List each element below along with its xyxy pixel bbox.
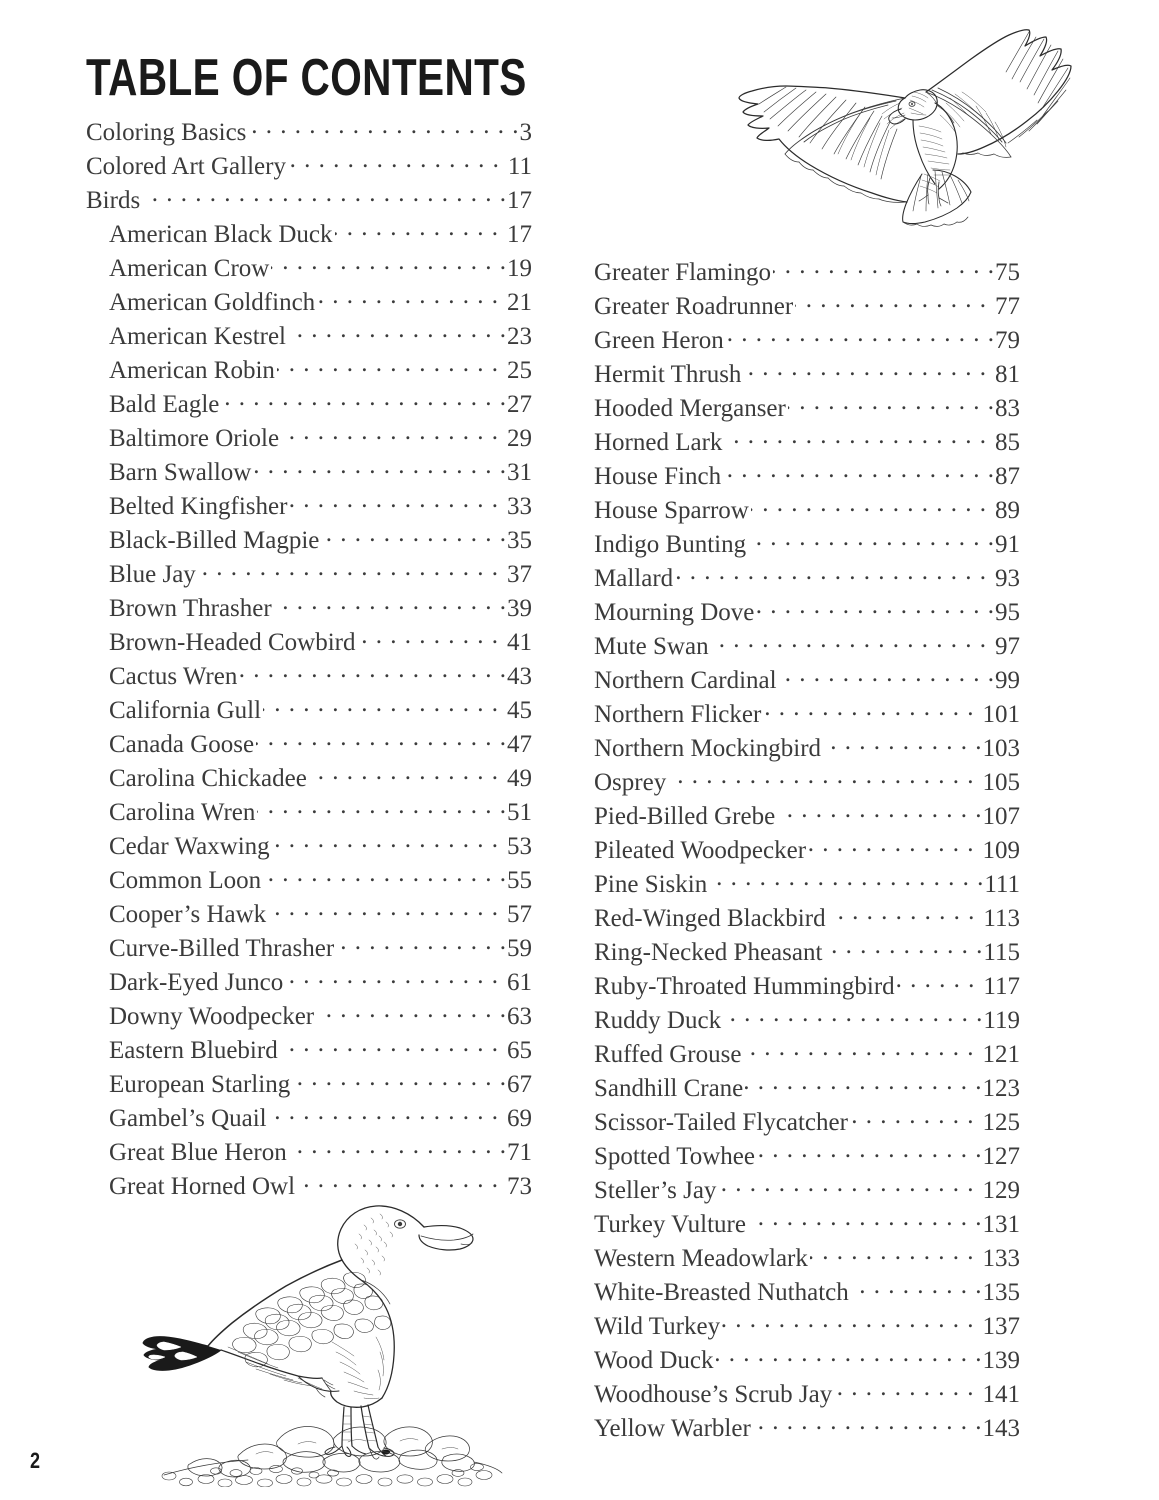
toc-dot-leader bbox=[239, 659, 507, 684]
toc-entry-label: Ruffed Grouse bbox=[594, 1041, 742, 1068]
toc-entry[interactable] bbox=[594, 527, 1020, 561]
toc-dot-leader bbox=[777, 799, 982, 824]
toc-dot-leader bbox=[743, 1037, 974, 1062]
toc-entry-label: White-Breasted Nuthatch bbox=[594, 1279, 849, 1306]
toc-entry-label: Northern Cardinal bbox=[594, 667, 777, 694]
toc-entry[interactable] bbox=[86, 1101, 532, 1135]
bald-eagle-illustration bbox=[700, 6, 1100, 236]
toc-dot-leader bbox=[897, 969, 976, 994]
toc-dot-leader bbox=[297, 1169, 499, 1194]
toc-entry-page-number: 33 bbox=[507, 493, 532, 520]
toc-entry-label: Brown-Headed Cowbird bbox=[109, 629, 356, 656]
toc-entry-page-number: 35 bbox=[507, 527, 532, 554]
toc-entry[interactable] bbox=[86, 591, 532, 625]
toc-entry[interactable] bbox=[594, 935, 1020, 969]
toc-entry-label: Greater Flamingo bbox=[594, 259, 772, 286]
toc-entry-label: Scissor-Tailed Flycatcher bbox=[594, 1109, 848, 1136]
toc-entry-label: Colored Art Gallery bbox=[86, 153, 286, 180]
toc-entry-label: Coloring Basics bbox=[86, 119, 247, 146]
toc-entry-label: Steller’s Jay bbox=[594, 1177, 717, 1204]
toc-dot-leader bbox=[834, 1377, 974, 1402]
toc-entry-label: Hooded Merganser bbox=[594, 395, 786, 422]
toc-entry[interactable] bbox=[594, 1207, 1020, 1241]
toc-entry[interactable] bbox=[594, 255, 1020, 289]
toc-dot-leader bbox=[779, 663, 995, 688]
toc-entry[interactable] bbox=[594, 323, 1020, 357]
toc-entry[interactable] bbox=[86, 931, 532, 965]
toc-entry-page-number: 103 bbox=[982, 735, 1020, 762]
toc-entry-label: Hermit Thrush bbox=[594, 361, 742, 388]
page-number: 2 bbox=[30, 1448, 41, 1473]
toc-entry[interactable] bbox=[594, 1275, 1020, 1309]
toc-entry-label: House Sparrow bbox=[594, 497, 749, 524]
toc-dot-leader bbox=[808, 833, 974, 858]
toc-entry-label: Curve-Billed Thrasher bbox=[109, 935, 335, 962]
toc-entry-label: Belted Kingfisher bbox=[109, 493, 288, 520]
toc-entry-label: California Gull bbox=[109, 697, 262, 724]
toc-dot-leader bbox=[726, 323, 995, 348]
toc-entry-page-number: 101 bbox=[982, 701, 1020, 728]
toc-dot-leader bbox=[268, 897, 499, 922]
toc-entry-label: House Finch bbox=[594, 463, 722, 490]
toc-entry-label: Black-Billed Magpie bbox=[109, 527, 320, 554]
toc-entry[interactable] bbox=[86, 1067, 532, 1101]
toc-entry-label: Ruddy Duck bbox=[594, 1007, 722, 1034]
toc-dot-leader bbox=[718, 1173, 974, 1198]
toc-dot-leader bbox=[675, 561, 987, 586]
toc-entry[interactable] bbox=[594, 425, 1020, 459]
toc-entry[interactable] bbox=[594, 663, 1020, 697]
toc-entry-page-number: 111 bbox=[984, 871, 1020, 898]
toc-entry-label: European Starling bbox=[109, 1071, 291, 1098]
toc-entry-label: Dark-Eyed Junco bbox=[109, 969, 284, 996]
toc-entry-page-number: 59 bbox=[507, 935, 532, 962]
toc-dot-leader bbox=[756, 595, 995, 620]
toc-entry-page-number: 49 bbox=[507, 765, 532, 792]
toc-dot-leader bbox=[743, 357, 987, 382]
toc-entry-page-number: 51 bbox=[507, 799, 532, 826]
toc-entry-page-number: 133 bbox=[982, 1245, 1020, 1272]
toc-entry-label: Great Blue Heron bbox=[109, 1139, 287, 1166]
toc-entry-label: Mallard bbox=[594, 565, 674, 592]
toc-entry-label: American Black Duck bbox=[109, 221, 333, 248]
toc-entry-page-number: 91 bbox=[995, 531, 1020, 558]
toc-dot-leader bbox=[257, 795, 507, 820]
toc-entry-page-number: 75 bbox=[995, 259, 1020, 286]
toc-entry-page-number: 143 bbox=[982, 1415, 1020, 1442]
toc-entry-label: American Goldfinch bbox=[109, 289, 316, 316]
toc-entry-label: Mourning Dove bbox=[594, 599, 755, 626]
toc-entry-page-number: 97 bbox=[995, 633, 1020, 660]
toc-entry-page-number: 79 bbox=[995, 327, 1020, 354]
toc-dot-leader bbox=[248, 115, 519, 140]
toc-entry[interactable] bbox=[86, 489, 532, 523]
toc-dot-leader bbox=[271, 251, 507, 276]
toc-entry[interactable] bbox=[594, 1173, 1020, 1207]
toc-right-column bbox=[594, 255, 1020, 1445]
toc-entry-page-number: 117 bbox=[983, 973, 1020, 1000]
toc-entry[interactable] bbox=[594, 1037, 1020, 1071]
toc-entry[interactable] bbox=[594, 1343, 1020, 1377]
toc-entry[interactable] bbox=[86, 659, 532, 693]
toc-entry-page-number: 113 bbox=[983, 905, 1020, 932]
toc-entry-label: Northern Flicker bbox=[594, 701, 762, 728]
toc-entry-label: American Kestrel bbox=[109, 323, 287, 350]
toc-dot-leader bbox=[269, 1101, 499, 1126]
toc-entry[interactable] bbox=[594, 731, 1020, 765]
toc-dot-leader bbox=[824, 935, 983, 960]
toc-entry-label: Mute Swan bbox=[594, 633, 709, 660]
toc-entry[interactable] bbox=[86, 999, 532, 1033]
toc-entry-page-number: 17 bbox=[507, 187, 532, 214]
toc-dot-leader bbox=[336, 931, 507, 956]
toc-dot-leader bbox=[142, 183, 507, 208]
toc-entry-page-number: 129 bbox=[982, 1177, 1020, 1204]
toc-entry-label: Blue Jay bbox=[109, 561, 196, 588]
toc-entry-page-number: 127 bbox=[982, 1143, 1020, 1170]
toc-dot-leader bbox=[288, 149, 500, 174]
toc-entry[interactable] bbox=[594, 357, 1020, 391]
toc-entry[interactable] bbox=[86, 285, 532, 319]
toc-dot-leader bbox=[289, 1135, 507, 1160]
toc-entry-page-number: 81 bbox=[995, 361, 1020, 388]
toc-dot-leader bbox=[316, 999, 507, 1024]
toc-left-column bbox=[86, 115, 532, 1203]
toc-dot-leader bbox=[751, 493, 987, 518]
toc-entry-label: Northern Mockingbird bbox=[594, 735, 822, 762]
toc-dot-leader bbox=[277, 353, 499, 378]
toc-entry-label: Wild Turkey bbox=[594, 1313, 721, 1340]
toc-entry-page-number: 41 bbox=[507, 629, 532, 656]
toc-dot-leader bbox=[709, 867, 984, 892]
toc-entry-label: Sandhill Crane bbox=[594, 1075, 744, 1102]
toc-entry-label: Ring-Necked Pheasant bbox=[594, 939, 823, 966]
toc-dot-leader bbox=[851, 1275, 983, 1300]
toc-entry-page-number: 107 bbox=[982, 803, 1020, 830]
toc-entry[interactable] bbox=[86, 183, 532, 217]
toc-entry-page-number: 121 bbox=[982, 1041, 1020, 1068]
toc-dot-leader bbox=[321, 523, 507, 548]
toc-entry-page-number: 141 bbox=[982, 1381, 1020, 1408]
toc-entry-page-number: 95 bbox=[995, 599, 1020, 626]
toc-dot-leader bbox=[272, 829, 499, 854]
california-gull-illustration bbox=[128, 1192, 538, 1487]
toc-entry-label: Pileated Woodpecker bbox=[594, 837, 807, 864]
toc-entry-page-number: 77 bbox=[995, 293, 1020, 320]
toc-entry-page-number: 53 bbox=[507, 833, 532, 860]
toc-dot-leader bbox=[748, 527, 995, 552]
toc-entry[interactable] bbox=[86, 421, 532, 455]
toc-entry-label: Canada Goose bbox=[109, 731, 255, 758]
toc-entry-page-number: 45 bbox=[507, 697, 532, 724]
toc-entry-page-number: 87 bbox=[995, 463, 1020, 490]
toc-dot-leader bbox=[763, 697, 974, 722]
toc-entry[interactable] bbox=[86, 353, 532, 387]
toc-entry-label: Pine Siskin bbox=[594, 871, 708, 898]
page-title: TABLE OF CONTENTS bbox=[86, 49, 527, 107]
toc-dot-leader bbox=[256, 727, 507, 752]
toc-entry-page-number: 135 bbox=[982, 1279, 1020, 1306]
toc-dot-leader bbox=[810, 1241, 975, 1266]
toc-entry-page-number: 61 bbox=[507, 969, 532, 996]
toc-entry-label: Green Heron bbox=[594, 327, 724, 354]
toc-entry-page-number: 131 bbox=[982, 1211, 1020, 1238]
toc-entry-page-number: 123 bbox=[982, 1075, 1020, 1102]
toc-entry[interactable] bbox=[594, 1139, 1020, 1173]
toc-entry-page-number: 19 bbox=[507, 255, 532, 282]
toc-dot-leader bbox=[289, 489, 499, 514]
toc-entry-page-number: 3 bbox=[519, 119, 532, 146]
toc-entry-label: Bald Eagle bbox=[109, 391, 220, 418]
toc-entry[interactable] bbox=[594, 459, 1020, 493]
toc-entry-label: American Crow bbox=[109, 255, 270, 282]
toc-entry-label: Osprey bbox=[594, 769, 667, 796]
toc-entry-page-number: 83 bbox=[995, 395, 1020, 422]
toc-entry[interactable] bbox=[86, 727, 532, 761]
toc-entry-label: Cactus Wren bbox=[109, 663, 238, 690]
toc-entry[interactable] bbox=[86, 251, 532, 285]
toc-dot-leader bbox=[198, 557, 499, 582]
toc-entry[interactable] bbox=[86, 523, 532, 557]
toc-dot-leader bbox=[823, 731, 982, 756]
toc-dot-leader bbox=[850, 1105, 975, 1130]
toc-entry[interactable] bbox=[594, 765, 1020, 799]
toc-dot-leader bbox=[724, 425, 987, 450]
toc-entry-page-number: 37 bbox=[507, 561, 532, 588]
toc-entry-label: Carolina Wren bbox=[109, 799, 256, 826]
toc-entry-page-number: 43 bbox=[507, 663, 532, 690]
toc-dot-leader bbox=[309, 761, 499, 786]
toc-entry[interactable] bbox=[86, 795, 532, 829]
toc-entry-page-number: 93 bbox=[995, 565, 1020, 592]
toc-dot-leader bbox=[711, 629, 987, 654]
toc-entry[interactable] bbox=[594, 1309, 1020, 1343]
toc-dot-leader bbox=[281, 421, 499, 446]
toc-entry-label: Horned Lark bbox=[594, 429, 723, 456]
toc-entry[interactable] bbox=[86, 897, 532, 931]
toc-dot-leader bbox=[668, 765, 974, 790]
toc-entry-label: Indigo Bunting bbox=[594, 531, 747, 558]
toc-entry-page-number: 89 bbox=[995, 497, 1020, 524]
toc-entry-page-number: 85 bbox=[995, 429, 1020, 456]
toc-dot-leader bbox=[795, 289, 987, 314]
toc-entry[interactable] bbox=[594, 833, 1020, 867]
toc-entry[interactable] bbox=[86, 1135, 532, 1169]
toc-entry-page-number: 109 bbox=[982, 837, 1020, 864]
toc-dot-leader bbox=[828, 901, 976, 926]
toc-dot-leader bbox=[263, 693, 499, 718]
toc-entry[interactable] bbox=[594, 1071, 1020, 1105]
toc-entry[interactable] bbox=[86, 455, 532, 489]
toc-entry[interactable] bbox=[594, 391, 1020, 425]
toc-entry[interactable] bbox=[86, 319, 532, 353]
toc-entry[interactable] bbox=[86, 1033, 532, 1067]
toc-entry-label: Baltimore Oriole bbox=[109, 425, 280, 452]
toc-entry[interactable] bbox=[86, 693, 532, 727]
toc-entry-page-number: 21 bbox=[507, 289, 532, 316]
toc-entry-page-number: 57 bbox=[507, 901, 532, 928]
toc-entry-label: Wood Duck bbox=[594, 1347, 714, 1374]
toc-dot-leader bbox=[773, 255, 995, 280]
toc-entry[interactable] bbox=[86, 625, 532, 659]
toc-entry-label: Cedar Waxwing bbox=[109, 833, 270, 860]
toc-entry-label: Downy Woodpecker bbox=[109, 1003, 315, 1030]
toc-dot-leader bbox=[317, 285, 499, 310]
toc-dot-leader bbox=[722, 1309, 974, 1334]
toc-entry[interactable] bbox=[86, 557, 532, 591]
toc-entry-page-number: 23 bbox=[507, 323, 532, 350]
toc-entry-page-number: 17 bbox=[507, 221, 532, 248]
toc-entry-page-number: 63 bbox=[507, 1003, 532, 1030]
toc-entry[interactable] bbox=[594, 595, 1020, 629]
toc-dot-leader bbox=[285, 965, 499, 990]
toc-entry-label: Barn Swallow bbox=[109, 459, 252, 486]
toc-entry[interactable] bbox=[594, 867, 1020, 901]
toc-entry-label: Eastern Bluebird bbox=[109, 1037, 278, 1064]
toc-entry-page-number: 69 bbox=[507, 1105, 532, 1132]
toc-entry-page-number: 25 bbox=[507, 357, 532, 384]
toc-dot-leader bbox=[788, 391, 995, 416]
toc-dot-leader bbox=[221, 387, 507, 412]
toc-entry-label: Yellow Warbler bbox=[594, 1415, 751, 1442]
toc-dot-leader bbox=[723, 459, 995, 484]
toc-entry-label: Greater Roadrunner bbox=[594, 293, 794, 320]
toc-entry-label: Carolina Chickadee bbox=[109, 765, 307, 792]
toc-entry[interactable] bbox=[594, 289, 1020, 323]
toc-dot-leader bbox=[280, 1033, 499, 1058]
toc-entry-label: American Robin bbox=[109, 357, 275, 384]
toc-entry-label: Birds bbox=[86, 187, 141, 214]
toc-entry-page-number: 125 bbox=[982, 1109, 1020, 1136]
toc-entry-label: Spotted Towhee bbox=[594, 1143, 755, 1170]
toc-entry-page-number: 27 bbox=[507, 391, 532, 418]
toc-entry-page-number: 119 bbox=[983, 1007, 1020, 1034]
toc-entry-page-number: 55 bbox=[507, 867, 532, 894]
toc-entry[interactable] bbox=[86, 217, 532, 251]
toc-entry[interactable] bbox=[594, 629, 1020, 663]
toc-entry-page-number: 65 bbox=[507, 1037, 532, 1064]
toc-dot-leader bbox=[292, 1067, 507, 1092]
toc-entry[interactable] bbox=[594, 493, 1020, 527]
toc-entry-page-number: 115 bbox=[983, 939, 1020, 966]
toc-entry-label: Turkey Vulture bbox=[594, 1211, 746, 1238]
toc-entry[interactable] bbox=[594, 1241, 1020, 1275]
toc-entry-label: Pied-Billed Grebe bbox=[594, 803, 776, 830]
toc-entry[interactable] bbox=[86, 829, 532, 863]
toc-dot-leader bbox=[263, 863, 507, 888]
toc-entry[interactable] bbox=[594, 697, 1020, 731]
toc-dot-leader bbox=[757, 1139, 983, 1164]
toc-dot-leader bbox=[753, 1411, 983, 1436]
toc-entry[interactable] bbox=[594, 561, 1020, 595]
toc-entry[interactable] bbox=[86, 149, 532, 183]
toc-entry[interactable] bbox=[594, 1411, 1020, 1445]
toc-dot-leader bbox=[748, 1207, 983, 1232]
toc-entry-label: Woodhouse’s Scrub Jay bbox=[594, 1381, 833, 1408]
toc-entry-page-number: 31 bbox=[507, 459, 532, 486]
toc-entry[interactable] bbox=[86, 761, 532, 795]
toc-entry-label: Western Meadowlark bbox=[594, 1245, 808, 1272]
toc-entry-label: Gambel’s Quail bbox=[109, 1105, 267, 1132]
toc-entry[interactable] bbox=[594, 969, 1020, 1003]
toc-entry[interactable] bbox=[594, 901, 1020, 935]
toc-entry[interactable] bbox=[86, 965, 532, 999]
toc-entry[interactable] bbox=[594, 799, 1020, 833]
toc-entry-page-number: 73 bbox=[507, 1173, 532, 1200]
toc-entry[interactable] bbox=[594, 1105, 1020, 1139]
toc-entry-label: Red-Winged Blackbird bbox=[594, 905, 826, 932]
toc-entry-label: Common Loon bbox=[109, 867, 262, 894]
toc-entry-label: Brown Thrasher bbox=[109, 595, 272, 622]
toc-dot-leader bbox=[745, 1071, 982, 1096]
toc-entry-page-number: 39 bbox=[507, 595, 532, 622]
toc-dot-leader bbox=[274, 591, 507, 616]
toc-dot-leader bbox=[288, 319, 507, 344]
toc-entry-page-number: 11 bbox=[507, 153, 532, 180]
toc-entry[interactable] bbox=[594, 1003, 1020, 1037]
toc-entry[interactable] bbox=[86, 863, 532, 897]
toc-dot-leader bbox=[335, 217, 499, 242]
toc-entry-page-number: 67 bbox=[507, 1071, 532, 1098]
toc-entry-page-number: 47 bbox=[507, 731, 532, 758]
toc-entry[interactable] bbox=[86, 115, 532, 149]
toc-entry-page-number: 105 bbox=[982, 769, 1020, 796]
toc-dot-leader bbox=[357, 625, 499, 650]
toc-entry-label: Cooper’s Hawk bbox=[109, 901, 267, 928]
toc-entry-page-number: 29 bbox=[507, 425, 532, 452]
toc-dot-leader bbox=[723, 1003, 983, 1028]
toc-entry-page-number: 99 bbox=[995, 667, 1020, 694]
toc-entry-label: Great Horned Owl bbox=[109, 1173, 296, 1200]
toc-dot-leader bbox=[253, 455, 507, 480]
toc-dot-leader bbox=[716, 1343, 983, 1368]
toc-entry-page-number: 71 bbox=[507, 1139, 532, 1166]
toc-entry-page-number: 139 bbox=[982, 1347, 1020, 1374]
toc-entry[interactable] bbox=[594, 1377, 1020, 1411]
toc-entry-label: Ruby-Throated Hummingbird bbox=[594, 973, 895, 1000]
toc-entry[interactable] bbox=[86, 387, 532, 421]
toc-entry-page-number: 137 bbox=[982, 1313, 1020, 1340]
